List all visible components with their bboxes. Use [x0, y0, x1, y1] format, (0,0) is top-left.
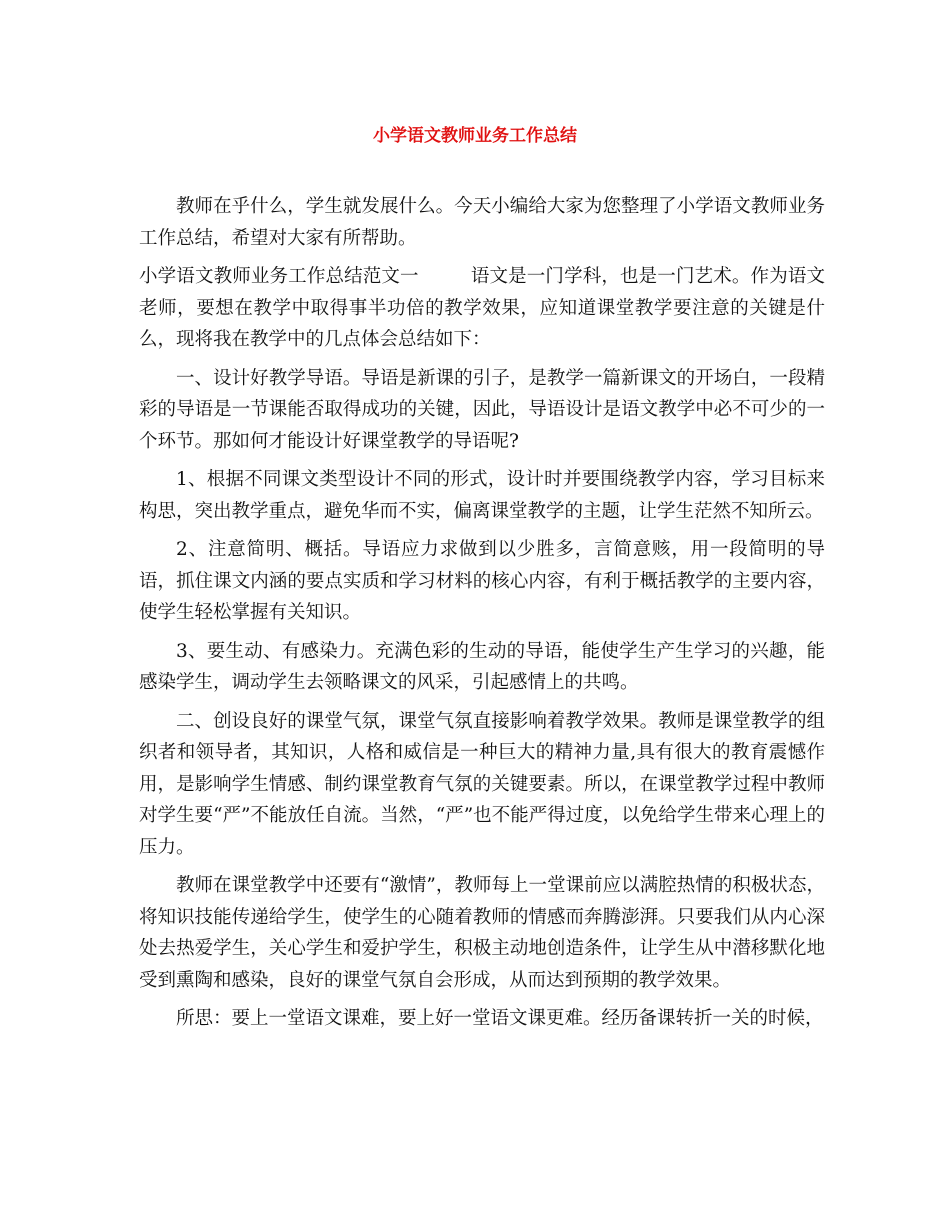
paragraph-3: 2、注意简明、概括。导语应力求做到以少胜多，言简意赅，用一段简明的导语，抓住课文内涵的要点实质和学习材料的核心内容，有利于概括教学的主要内容，使学生轻松掌握有关知识。 [139, 539, 825, 623]
paragraph-5: 二、创设良好的课堂气氛，课堂气氛直接影响着教学效果。教师是课堂教学的组织者和领导者，其知识，人格和威信是一种巨大的精神力量,具有很大的教育震憾作用，是影响学生情感、制约课堂教育气氛的关键要素。所以，在课堂教学过程中教师对学生要“严”不能放任自流。当然，“严”也不能严得过度，以免给学生带来心理上的压力。 [139, 710, 825, 858]
document-body [139, 191, 825, 1042]
sample-label: 小学语文教师业务工作总结范文一 [139, 266, 419, 287]
sample-paragraph [139, 261, 825, 356]
paragraph-1: 一、设计好教学导语。导语是新课的引子，是教学一篇新课文的开场白，一段精彩的导语是一节课能否取得成功的关键，因此，导语设计是语文教学中必不可少的一个环节。那如何才能设计好课堂教学的导语呢? [139, 367, 825, 452]
intro-paragraph: 教师在乎什么，学生就发展什么。今天小编给大家为您整理了小学语文教师业务工作总结，希望对大家有所帮助。 [139, 196, 825, 249]
paragraph-7: 所思：要上一堂语文课难，要上好一堂语文课更难。经历备课转折一关的时候， [176, 1008, 824, 1029]
paragraph-4: 3、要生动、有感染力。充满色彩的生动的导语，能使学生产生学习的兴趣，能感染学生，调动学生去领略课文的风采，引起感情上的共鸣。 [139, 640, 825, 693]
paragraph-6: 教师在课堂教学中还要有“激情”，教师每上一堂课前应以满腔热情的积极状态，将知识技能传递给学生，使学生的心随着教师的情感而奔腾澎湃。只要我们从内心深处去热爱学生，关心学生和爱护学生，积极主动地创造条件，让学生从中潜移默化地受到熏陶和感染，良好的课堂气氛自会形成，从而达到预期的教学效果。 [139, 875, 825, 991]
document-title: 小学语文教师业务工作总结 [373, 126, 577, 146]
paragraph-2: 1、根据不同课文类型设计不同的形式，设计时并要围绕教学内容，学习目标来构思，突出教学重点，避免华而不实，偏离课堂教学的主题，让学生茫然不知所云。 [139, 469, 825, 522]
sample-text: 语文是一门学科，也是一门艺术。作为语文老师，要想在教学中取得事半功倍的教学效果，应知道课堂教学要注意的关键是什么，现将我在教学中的几点体会总结如下： [139, 266, 825, 350]
